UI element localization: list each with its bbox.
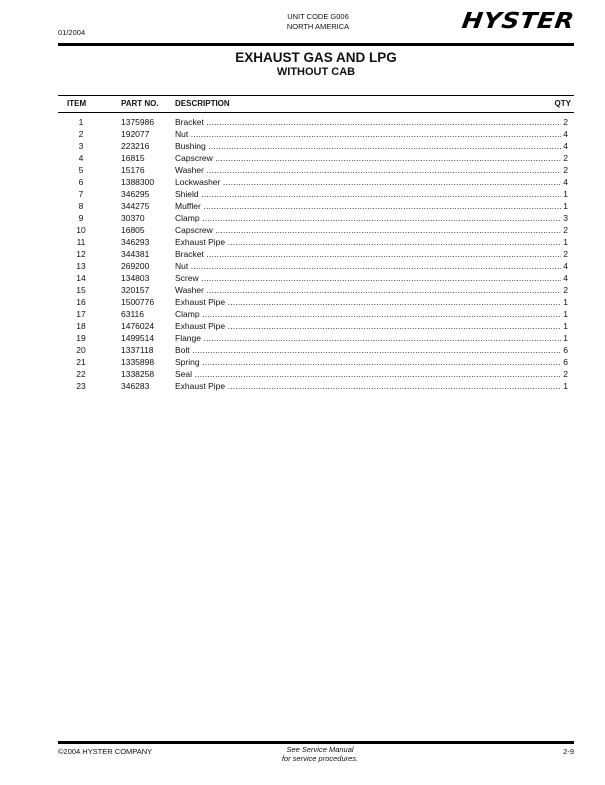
description: Clamp .....: [175, 308, 561, 320]
item-number: 18: [76, 321, 86, 331]
table-header-rule: [58, 112, 574, 113]
part-number: 63116: [121, 309, 145, 319]
quantity: 1: [563, 297, 568, 307]
quantity: 1: [563, 189, 568, 199]
header-rule: [58, 43, 574, 46]
quantity: 3: [563, 213, 568, 223]
description: Flange .....: [175, 332, 561, 344]
description: Screw .....: [175, 272, 561, 284]
table-row: [58, 116, 574, 128]
copyright: ©2004 HYSTER COMPANY: [58, 747, 153, 756]
column-header-item: ITEM: [67, 99, 87, 108]
quantity: 2: [563, 117, 568, 127]
quantity: 4: [563, 129, 568, 139]
description: Bolt .....: [175, 344, 561, 356]
table-row: [58, 320, 574, 332]
quantity: 1: [563, 309, 568, 319]
hyster-logo: HYSTER: [460, 9, 576, 34]
description: Bracket .....: [175, 116, 561, 128]
table-row: [58, 356, 574, 368]
part-number: 1388300: [121, 177, 155, 187]
item-number: 21: [76, 357, 86, 367]
table-header: [58, 99, 574, 110]
quantity: 4: [563, 273, 568, 283]
table-row: [58, 284, 574, 296]
description: Capscrew .....: [175, 152, 561, 164]
quantity: 1: [563, 321, 568, 331]
table-row: [58, 368, 574, 380]
part-number: 346283: [121, 381, 150, 391]
description: Clamp .....: [175, 212, 561, 224]
part-number: 1500776: [121, 297, 155, 307]
part-number: 16805: [121, 225, 145, 235]
service-note-line-1: See Service Manual: [286, 745, 354, 754]
part-number: 346295: [121, 189, 150, 199]
part-number: 1499514: [121, 333, 155, 343]
item-number: 9: [78, 213, 84, 223]
description: Washer .....: [175, 284, 561, 296]
item-number: 13: [76, 261, 86, 271]
item-number: 7: [78, 189, 84, 199]
page-header: [58, 0, 574, 45]
quantity: 1: [563, 381, 568, 391]
description: Exhaust Pipe .....: [175, 296, 561, 308]
quantity: 1: [563, 237, 568, 247]
table-row: [58, 152, 574, 164]
table-row: [58, 224, 574, 236]
page-number: 2-9: [563, 747, 574, 756]
item-number: 17: [76, 309, 86, 319]
quantity: 2: [563, 249, 568, 259]
page-subtitle: WITHOUT CAB: [276, 66, 356, 78]
part-number: 1335898: [121, 357, 155, 367]
item-number: 1: [78, 117, 84, 127]
quantity: 2: [563, 225, 568, 235]
part-number: 16815: [121, 153, 145, 163]
table-row: [58, 140, 574, 152]
table-row: [58, 272, 574, 284]
region: NORTH AMERICA: [286, 22, 350, 31]
item-number: 8: [78, 201, 84, 211]
part-number: 1476024: [121, 321, 155, 331]
quantity: 4: [563, 177, 568, 187]
table-row: [58, 380, 574, 392]
quantity: 6: [563, 357, 568, 367]
service-note: [250, 745, 390, 763]
table-top-rule: [58, 95, 574, 96]
table-row: [58, 308, 574, 320]
description: Exhaust Pipe .....: [175, 236, 561, 248]
table-row: [58, 128, 574, 140]
part-number: 223216: [121, 141, 150, 151]
part-number: 15176: [121, 165, 145, 175]
table-row: [58, 296, 574, 308]
item-number: 6: [78, 177, 84, 187]
quantity: 2: [563, 285, 568, 295]
description: Muffler .....: [175, 200, 561, 212]
part-number: 346293: [121, 237, 150, 247]
description: Nut .....: [175, 260, 561, 272]
table-row: [58, 248, 574, 260]
item-number: 22: [76, 369, 86, 379]
item-number: 19: [76, 333, 86, 343]
item-number: 20: [76, 345, 86, 355]
item-number: 16: [76, 297, 86, 307]
item-number: 2: [78, 129, 84, 139]
item-number: 5: [78, 165, 84, 175]
item-number: 14: [76, 273, 86, 283]
description: Bushing .....: [175, 140, 561, 152]
unit-code-block: [258, 12, 378, 32]
description: Shield .....: [175, 188, 561, 200]
part-number: 320157: [121, 285, 150, 295]
item-number: 4: [78, 153, 84, 163]
description: Nut .....: [175, 128, 561, 140]
description: Seal .....: [175, 368, 561, 380]
part-number: 30370: [121, 213, 145, 223]
quantity: 1: [563, 333, 568, 343]
item-number: 10: [76, 225, 86, 235]
item-number: 3: [78, 141, 84, 151]
item-number: 12: [76, 249, 86, 259]
publication-date: 01/2004: [58, 28, 86, 37]
part-number: 269200: [121, 261, 150, 271]
quantity: 1: [563, 201, 568, 211]
column-header-qty: QTY: [554, 99, 571, 108]
description: Exhaust Pipe .....: [175, 320, 561, 332]
item-number: 11: [76, 237, 86, 247]
item-number: 23: [76, 381, 86, 391]
column-header-description: DESCRIPTION: [175, 99, 230, 108]
quantity: 4: [563, 141, 568, 151]
table-row: [58, 200, 574, 212]
table-row: [58, 176, 574, 188]
description: Washer .....: [175, 164, 561, 176]
table-row: [58, 164, 574, 176]
part-number: 134803: [121, 273, 150, 283]
page-title: EXHAUST GAS AND LPG: [235, 50, 397, 65]
part-number: 1338258: [121, 369, 155, 379]
table-row: [58, 188, 574, 200]
description: Lockwasher .....: [175, 176, 561, 188]
part-number: 344275: [121, 201, 150, 211]
table-row: [58, 260, 574, 272]
table-row: [58, 344, 574, 356]
quantity: 2: [563, 153, 568, 163]
description: Exhaust Pipe .....: [175, 380, 561, 392]
description: Spring .....: [175, 356, 561, 368]
description: Capscrew .....: [175, 224, 561, 236]
item-number: 15: [76, 285, 86, 295]
quantity: 6: [563, 345, 568, 355]
unit-code: UNIT CODE G006: [287, 12, 349, 21]
service-note-line-2: for service procedures.: [281, 754, 359, 763]
quantity: 2: [563, 369, 568, 379]
parts-table-body: [58, 116, 574, 392]
column-header-part-no: PART NO.: [121, 99, 159, 108]
footer-rule: [58, 741, 574, 744]
table-row: [58, 332, 574, 344]
quantity: 2: [563, 165, 568, 175]
title-block: [58, 50, 574, 79]
quantity: 4: [563, 261, 568, 271]
part-number: 1375986: [121, 117, 155, 127]
part-number: 344381: [121, 249, 150, 259]
table-row: [58, 212, 574, 224]
table-row: [58, 236, 574, 248]
description: Bracket .....: [175, 248, 561, 260]
part-number: 192077: [121, 129, 150, 139]
part-number: 1337118: [121, 345, 154, 355]
